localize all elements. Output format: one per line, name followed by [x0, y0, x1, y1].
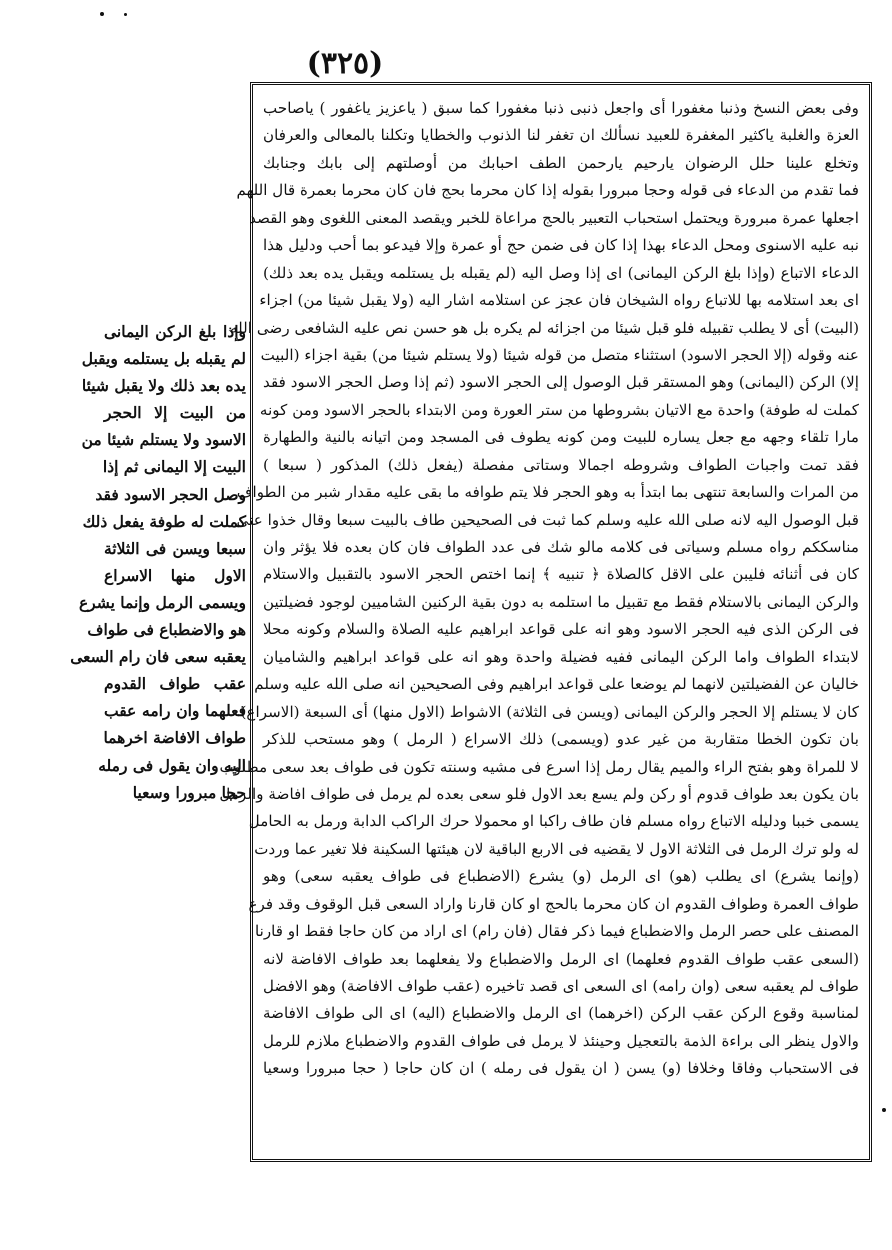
margin-text-line: طواف الافاضة اخرهما: [103, 728, 246, 748]
corner-speck: [124, 13, 127, 16]
main-text-line: طواف لم يعقبه سعى (وان رامه) اى السعى اى قصد تاخيره (عقب طواف الافاضة) وهو الافضل: [263, 977, 859, 995]
main-text-line: اى بعد استلامه بها للاتباع رواه الشيخان فان عجز عن استلامه اشار اليه (ولا يقبل شيئا من) اجزاء: [259, 291, 859, 310]
margin-text-line: اليه وان يقول فى رمله: [98, 755, 246, 775]
margin-text-line: الاسود ولا يستلم شيئا من: [81, 430, 246, 450]
main-text-line: والركن اليمانى بالاستلام فقط مع تقبيل ما استلمه به دون بقية الركنين الشاميين لوجود فضيلتين: [263, 592, 859, 611]
margin-text-line: كملت له طوفة يفعل ذلك: [82, 511, 246, 531]
main-text-line: فما تقدم من الدعاء فى قوله وحجا مبرورا بقوله إذا كان محرما بحج فان كان محرما بعمرة قال اللهم: [236, 181, 859, 200]
main-text-line: لمناسبة وقوع الركن عقب الركن (اخرهما) اى الرمل والاضطباع (اليه) اى الى طواف الافاضة: [263, 1004, 859, 1023]
main-text-line: بان تكون الخطا متقاربة من غير عدو (ويسمى) ذلك الاسراع ( الرمل ) وهو مستحب للذكر: [263, 730, 859, 749]
main-text-line: (وإنما يشرع) اى يطلب (هو) اى الرمل (و) يشرع (الاضطباع فى طواف يعقبه سعى) وهو: [263, 867, 859, 886]
main-text-line: نبه عليه الاسنوى ومحل الدعاء بهذا إذا كان فى ضمن حج أو عمرة وإلا فيدعو بما أحب ودليل هذا: [263, 236, 859, 255]
main-text-line: مناسككم رواه مسلم وسياتى فى كلامه مالو شك فى عدد الطواف فان كان بعده فلا يؤثر وان: [263, 538, 859, 556]
margin-text-line: يعقبه سعى فان رام السعى: [70, 647, 246, 667]
edge-speck: [882, 1108, 886, 1112]
main-text-line: مارا تلقاء وجهه مع جعل يساره للبيت ومن كونه يطوف فى المسجد ومن اتيانه بالنية والطهارة: [263, 428, 859, 447]
main-text-line: اجعلها عمرة مبرورة ويحتمل استحباب التعبير بالحج مراعاة للخبر ويقصد المعنى اللغوى وهو القصد: [249, 208, 859, 227]
main-text-line: والاول ينظر الى براءة الذمة بالتعجيل وحينئذ لا يرمل فى طواف القدوم والاضطباع ملازم للرمل: [263, 1031, 859, 1050]
main-text-line: كملت له طوفة) واحدة مع الاتيان بشروطها من ستر العورة ومن الابتداء بالحجر الاسود ومن كونه: [259, 400, 859, 419]
main-text-line: كان فى أثنائه فليبن على الاقل كالصلاة ﴿ تنبيه ﴾ إنما اختص الحجر الاسود بالتقبيل والاستلام: [263, 565, 859, 584]
main-text-line: لا للمراة وهو بفتح الراء والميم يقال رمل إذا اسرع فى مشيه وسنته تكون فى طواف بعد سعى مطلوب: [219, 757, 859, 776]
main-text-line: له ولو ترك الرمل فى الثلاثة الاول لا يقضيه فى الاربع الباقية لان هيئتها السكينة فلا تغير عما وردت: [254, 839, 859, 858]
main-text-line: فى الاستحباب وفاقا وخلافا (و) يسن ( ان يقول فى رمله ) ان كان حاجا ( حجا مبرورا وسعيا: [263, 1059, 859, 1078]
margin-text-line: فعلهما وان رامه عقب: [104, 701, 246, 721]
main-text-line: فقد تمت واجبات الطواف وشروطه اجمالا وستاتى مفصلة (يفعل ذلك) المذكور ( سبعا ): [263, 455, 859, 474]
margin-text-line: من البيت إلا الحجر: [104, 403, 246, 423]
main-text-line: فى الركن الذى فيه الحجر الاسود وهو انه على قواعد ابراهيم عليه الصلاة والسلام وكونه محلا: [263, 620, 859, 639]
main-text-line: العزة والغلبة ياكثير المغفرة للعبيد نسألك ان تغفر لنا الذنوب والخطايا وتكلنا بالمعالى والعرفان: [263, 126, 859, 145]
margin-text-line: وصل الحجر الاسود فقد: [95, 484, 246, 504]
main-text-line: قبل الوصول اليه لانه صلى الله عليه وسلم كما ثبت فى الصحيحين طاف بالبيت سبعا وقال خذوا عنى: [236, 510, 859, 529]
margin-text-line: ويسمى الرمل وإنما يشرع: [78, 592, 246, 612]
margin-text-line: الاول منها الاسراع: [104, 565, 246, 585]
margin-text-line: هو والاضطباع فى طواف: [87, 620, 246, 640]
page-number: (٣٢٥): [306, 46, 384, 81]
main-text-frame: [219, 82, 872, 1162]
main-text-line: الدعاء الاتباع (وإذا بلغ الركن اليمانى) اى إذا وصل اليه (لم يقبله بل يستلمه ويقبل يده بعد ذلك): [263, 263, 859, 282]
margin-matn-column: [70, 318, 246, 806]
main-text-line: بان يكون بعد طواف قدوم أو ركن ولم يسع بعد الاول فلو سعى بعده لم يرمل فى طواف افاضة والرمل: [219, 784, 859, 803]
main-text-line: من المرات والسابعة تنتهى بما ابتدأ به وهو الحجر فلا يتم طوافه ما بقى عليه مقدار شبر من الطواف: [236, 483, 859, 502]
margin-text-line: البيت إلا اليمانى ثم إذا: [102, 457, 246, 477]
main-text-line: خاليان عن الفضيلتين لانهما لم يوضعا على قواعد ابراهيم وفى الصحيحين انه صلى الله عليه وسلم: [254, 675, 859, 694]
main-text-line: إلا) الركن (اليمانى) وهو المستقر قبل الوصول إلى الحجر الاسود (ثم إذا وصل الحجر الاسود فقد: [263, 373, 859, 392]
margin-text-line: حجا مبرورا وسعيا: [132, 782, 246, 802]
main-text-line: كان لا يستلم إلا الحجر والركن اليمانى (ويسن فى الثلاثة) الاشواط (الاول منها) أى السبعة (الاسراع): [240, 702, 859, 721]
main-text-line: وتخلع علينا حلل الرضوان يارحيم يارحمن الطف احبابك من أوصلتهم إلى بابك وجنابك: [263, 153, 859, 172]
margin-text-line: عقب طواف القدوم: [104, 674, 246, 694]
main-text-line: (السعى عقب طواف القدوم فعلهما) اى الرمل والاضطباع ولا يفعلهما بعد طواف الافاضة لانه: [263, 949, 859, 968]
main-text-line: يسمى خببا ودليله الاتباع رواه مسلم فان طاف راكبا او محمولا حرك الراكب الدابة ورمل به الحامل: [248, 812, 859, 831]
main-text-line: عنه وقوله (إلا الحجر الاسود) استثناء متصل من قوله شيئا (ولا يستلم شيئا من) بقية اجزاء (البيت: [260, 345, 859, 364]
margin-text-line: يده بعد ذلك ولا يقبل شيئا: [81, 376, 246, 396]
main-text-line: وفى بعض النسخ وذنبا مغفورا أى واجعل ذنبى ذنبا مغفورا كما سبق ( ياعزيز ياغفور ) ياصاحب: [263, 99, 859, 117]
corner-speck: [100, 12, 104, 16]
main-text-line: (البيت) أى لا يطلب تقبيله فلو قبل شيئا من اجزائه لم يكره بل هو حسن نص عليه الشافعى رضى الله: [229, 318, 859, 337]
main-text-line: لابتداء الطواف واما الركن اليمانى ففيه فضيلة واحدة وهو انه على قواعد ابراهيم والشاميان: [263, 647, 859, 666]
margin-text-line: لم يقبله بل يستلمه ويقبل: [81, 349, 246, 369]
margin-text-line: سبعا ويسن فى الثلاثة: [104, 538, 246, 558]
main-text-line: طواف العمرة وطواف القدوم ان كان محرما بالحج او كان قارنا واراد السعى قبل الوقوف وقد فرع: [248, 894, 859, 913]
main-text-line: المصنف على حصر الرمل والاضطباع فيما ذكر فقال (فان رام) اى اراد من كان حاجا فقط او قارنا: [254, 922, 859, 941]
margin-text-line: وإذا بلغ الركن اليمانى: [104, 322, 246, 341]
